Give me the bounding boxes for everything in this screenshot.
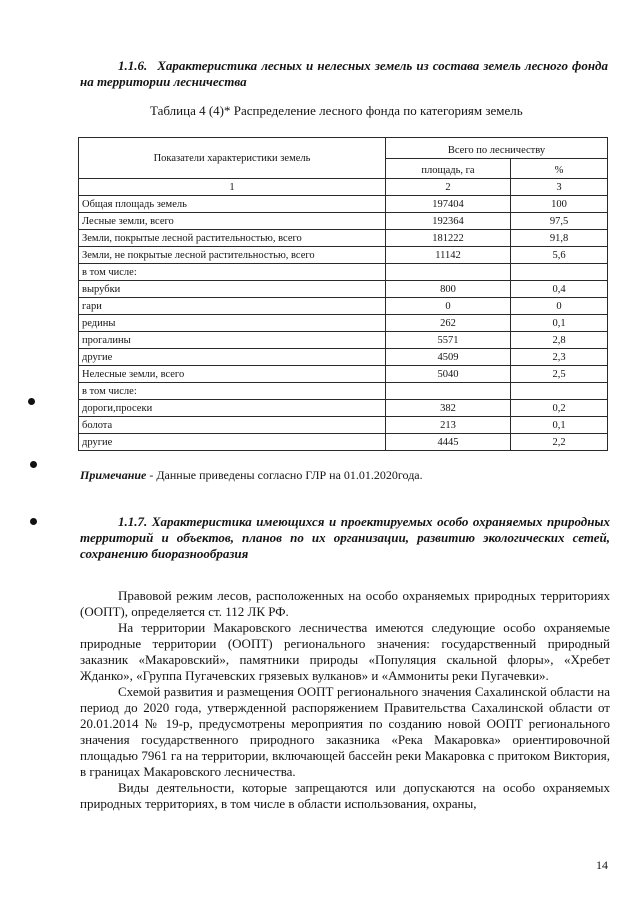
row-area: 213 xyxy=(386,417,511,434)
row-percent: 0,1 xyxy=(511,315,608,332)
section-title: Характеристика лесных и нелесных земель из состава земель лесного фонда на территории лесничества xyxy=(80,58,608,89)
column-number: 3 xyxy=(511,179,608,196)
row-percent: 97,5 xyxy=(511,213,608,230)
row-percent: 2,8 xyxy=(511,332,608,349)
header-group: Всего по лесничеству xyxy=(386,138,608,159)
table-row xyxy=(79,213,608,230)
row-label: Лесные земли, всего xyxy=(79,213,386,230)
row-label: в том числе: xyxy=(79,264,386,281)
row-area: 5040 xyxy=(386,366,511,383)
row-percent: 0,2 xyxy=(511,400,608,417)
row-label: Нелесные земли, всего xyxy=(79,366,386,383)
header-percent: % xyxy=(511,158,608,179)
table-row xyxy=(79,230,608,247)
row-area: 4509 xyxy=(386,349,511,366)
row-percent: 5,6 xyxy=(511,247,608,264)
margin-dot-mark xyxy=(28,398,35,405)
margin-dot-mark xyxy=(30,518,37,525)
row-area: 197404 xyxy=(386,196,511,213)
row-percent xyxy=(511,264,608,281)
header-area: площадь, га xyxy=(386,158,511,179)
column-number: 2 xyxy=(386,179,511,196)
row-area xyxy=(386,383,511,400)
table-row xyxy=(79,281,608,298)
table-row xyxy=(79,366,608,383)
row-label: вырубки xyxy=(79,281,386,298)
row-percent: 0,4 xyxy=(511,281,608,298)
land-category-table xyxy=(78,137,608,451)
row-percent: 2,3 xyxy=(511,349,608,366)
column-number-row xyxy=(79,179,608,196)
table-row xyxy=(79,332,608,349)
paragraph: На территории Макаровского лесничества имеются следующие особо охраняемые природные территории (ООПТ) регионального значения: государственный природный заказник «Макаровский», памятники природы «Популяция скальной флоры», «Хребет Жданко», «Группа Пугачевских грязевых вулканов» и «Аммониты реки Пугачевки». xyxy=(80,620,610,683)
row-percent: 2,2 xyxy=(511,434,608,451)
table-row xyxy=(79,383,608,400)
row-area: 5571 xyxy=(386,332,511,349)
row-label: другие xyxy=(79,349,386,366)
section-heading-1-1-7 xyxy=(80,514,610,562)
row-label: дороги,просеки xyxy=(79,400,386,417)
margin-dot-mark xyxy=(30,461,37,468)
row-label: прогалины xyxy=(79,332,386,349)
row-label: Земли, не покрытые лесной растительностью, всего xyxy=(79,247,386,264)
row-percent: 100 xyxy=(511,196,608,213)
table-row xyxy=(79,349,608,366)
row-label: Земли, покрытые лесной растительностью, всего xyxy=(79,230,386,247)
row-area: 11142 xyxy=(386,247,511,264)
row-area: 192364 xyxy=(386,213,511,230)
row-label: редины xyxy=(79,315,386,332)
table-row xyxy=(79,434,608,451)
row-area: 4445 xyxy=(386,434,511,451)
section-title: Характеристика имеющихся и проектируемых особо охраняемых природных территорий и объектов, планов по их организации, развитию экологических сетей, сохранению биоразнообразия xyxy=(80,514,610,561)
section-heading-1-1-6 xyxy=(80,58,608,90)
paragraph: Виды деятельности, которые запрещаются или допускаются на особо охраняемых природных территориях, в том числе в области использования, охраны, xyxy=(80,780,610,811)
row-area: 800 xyxy=(386,281,511,298)
table-row xyxy=(79,247,608,264)
row-area: 0 xyxy=(386,298,511,315)
note-label: Примечание xyxy=(80,468,147,482)
table-row xyxy=(79,315,608,332)
page-number: 14 xyxy=(596,858,608,872)
row-percent: 0,1 xyxy=(511,417,608,434)
section-number: 1.1.6. xyxy=(118,58,148,73)
paragraph: Схемой развития и размещения ООПТ регионального значения Сахалинской области на период до 2020 года, утвержденной распоряжением Правительства Сахалинской области от 20.01.2014 № 19-р, предусмотрены мероприятия по созданию новой ООПТ регионального значения государственного природного заказника «Река Макаровка» ориентировочной площадью 7961 га на территории, включающей бассейн реки Макаровка с притоком Виктория, в границах Макаровского лесничества. xyxy=(80,684,610,779)
table-note xyxy=(80,467,600,483)
row-label: в том числе: xyxy=(79,383,386,400)
row-label: другие xyxy=(79,434,386,451)
row-area: 181222 xyxy=(386,230,511,247)
row-percent xyxy=(511,383,608,400)
table-row xyxy=(79,196,608,213)
body-text xyxy=(80,580,610,812)
table-row xyxy=(79,400,608,417)
row-area xyxy=(386,264,511,281)
row-percent: 0 xyxy=(511,298,608,315)
row-label: гари xyxy=(79,298,386,315)
row-area: 262 xyxy=(386,315,511,332)
table-caption: Таблица 4 (4)* Распределение лесного фонда по категориям земель xyxy=(150,103,523,118)
row-percent: 2,5 xyxy=(511,366,608,383)
row-area: 382 xyxy=(386,400,511,417)
table-row xyxy=(79,298,608,315)
section-number: 1.1.7. xyxy=(118,514,148,529)
row-label: болота xyxy=(79,417,386,434)
row-label: Общая площадь земель xyxy=(79,196,386,213)
table-row xyxy=(79,264,608,281)
note-text: - Данные приведены согласно ГЛР на 01.01.2020года. xyxy=(146,468,423,482)
paragraph: Правовой режим лесов, расположенных на особо охраняемых природных территориях (ООПТ), определяется ст. 112 ЛК РФ. xyxy=(80,588,610,619)
column-number: 1 xyxy=(79,179,386,196)
header-indicator: Показатели характеристики земель xyxy=(79,138,386,179)
table-row xyxy=(79,417,608,434)
row-percent: 91,8 xyxy=(511,230,608,247)
